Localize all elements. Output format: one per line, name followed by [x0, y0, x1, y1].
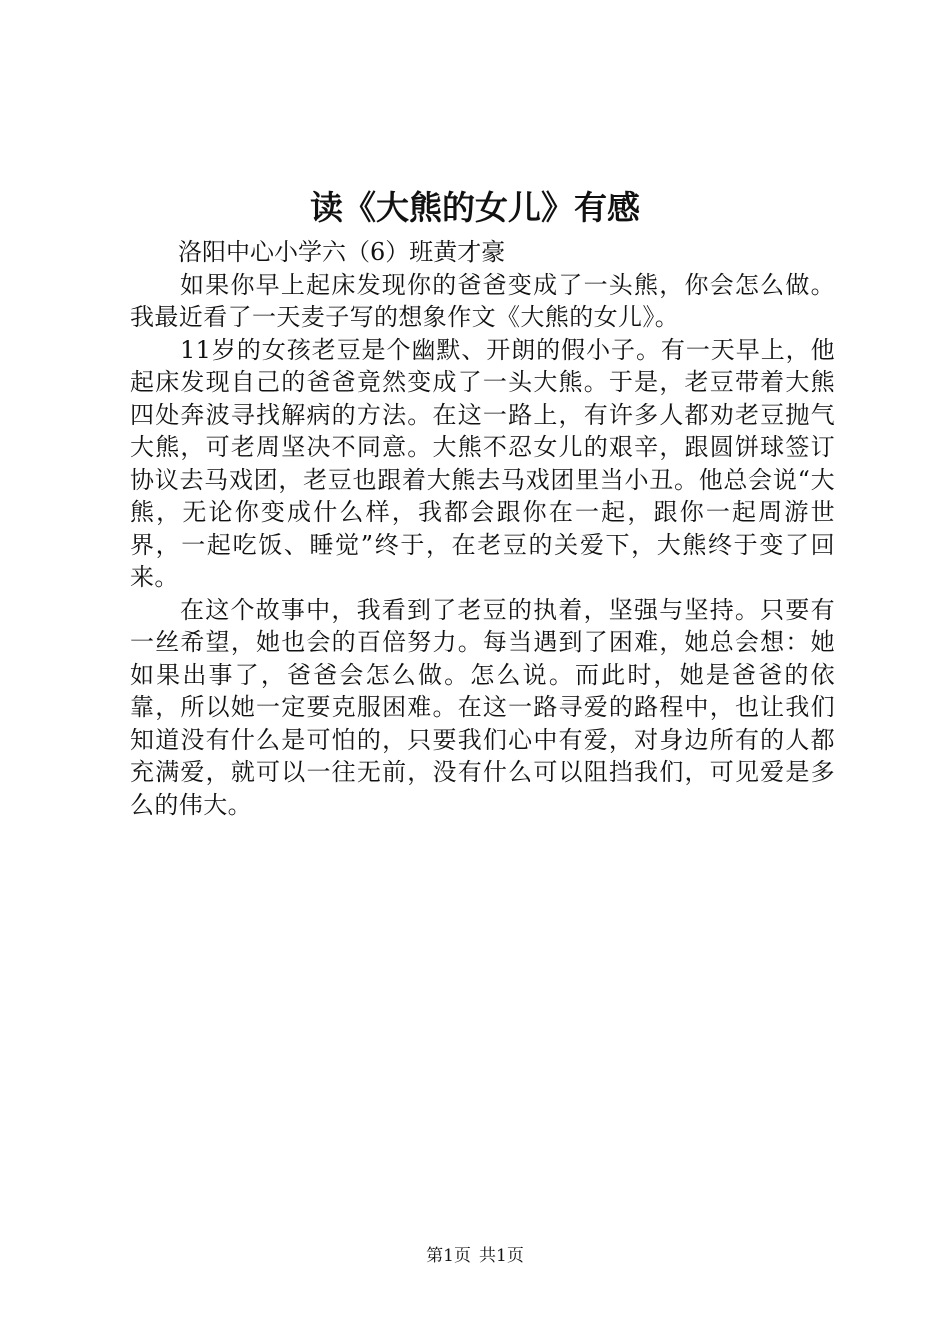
paragraph-3: 在这个故事中，我看到了老豆的执着，坚强与坚持。只要有一丝希望，她也会的百倍努力。每当遇到了困难，她总会想：她如果出事了，爸爸会怎么做。怎么说。而此时，她是爸爸的依靠，所以她一定要克服困难。在这一路寻爱的路程中，也让我们知道没有什么是可怕的，只要我们心中有爱，对身边所有的人都充满爱，就可以一往无前，没有什么可以阻挡我们，可见爱是多么的伟大。 — [130, 595, 835, 819]
paragraph-2: 11岁的女孩老豆是个幽默、开朗的假小子。有一天早上，他起床发现自己的爸爸竟然变成了一头大熊。于是，老豆带着大熊四处奔波寻找解病的方法。在这一路上，有许多人都劝老豆抛气大熊，可老周坚决不同意。大熊不忍女儿的艰辛，跟圆饼球签订协议去马戏团，老豆也跟着大熊去马戏团里当小丑。他总会说“大熊，无论你变成什么样，我都会跟你在一起，跟你一起周游世界，一起吃饭、睡觉”终于，在老豆的关爱下，大熊终于变了回来。 — [130, 335, 835, 591]
document-title: 读《大熊的女儿》有感 — [310, 188, 640, 227]
paragraph-1: 如果你早上起床发现你的爸爸变成了一头熊，你会怎么做。我最近看了一天麦子写的想象作文《大熊的女儿》。 — [130, 270, 835, 331]
page-total: 共1页 — [479, 1246, 524, 1266]
page-number: 第1页 — [426, 1246, 471, 1266]
author-line: 洛阳中心小学六（6）班黄才豪 — [178, 238, 506, 266]
document-body — [130, 236, 835, 821]
page-footer — [0, 1244, 950, 1268]
